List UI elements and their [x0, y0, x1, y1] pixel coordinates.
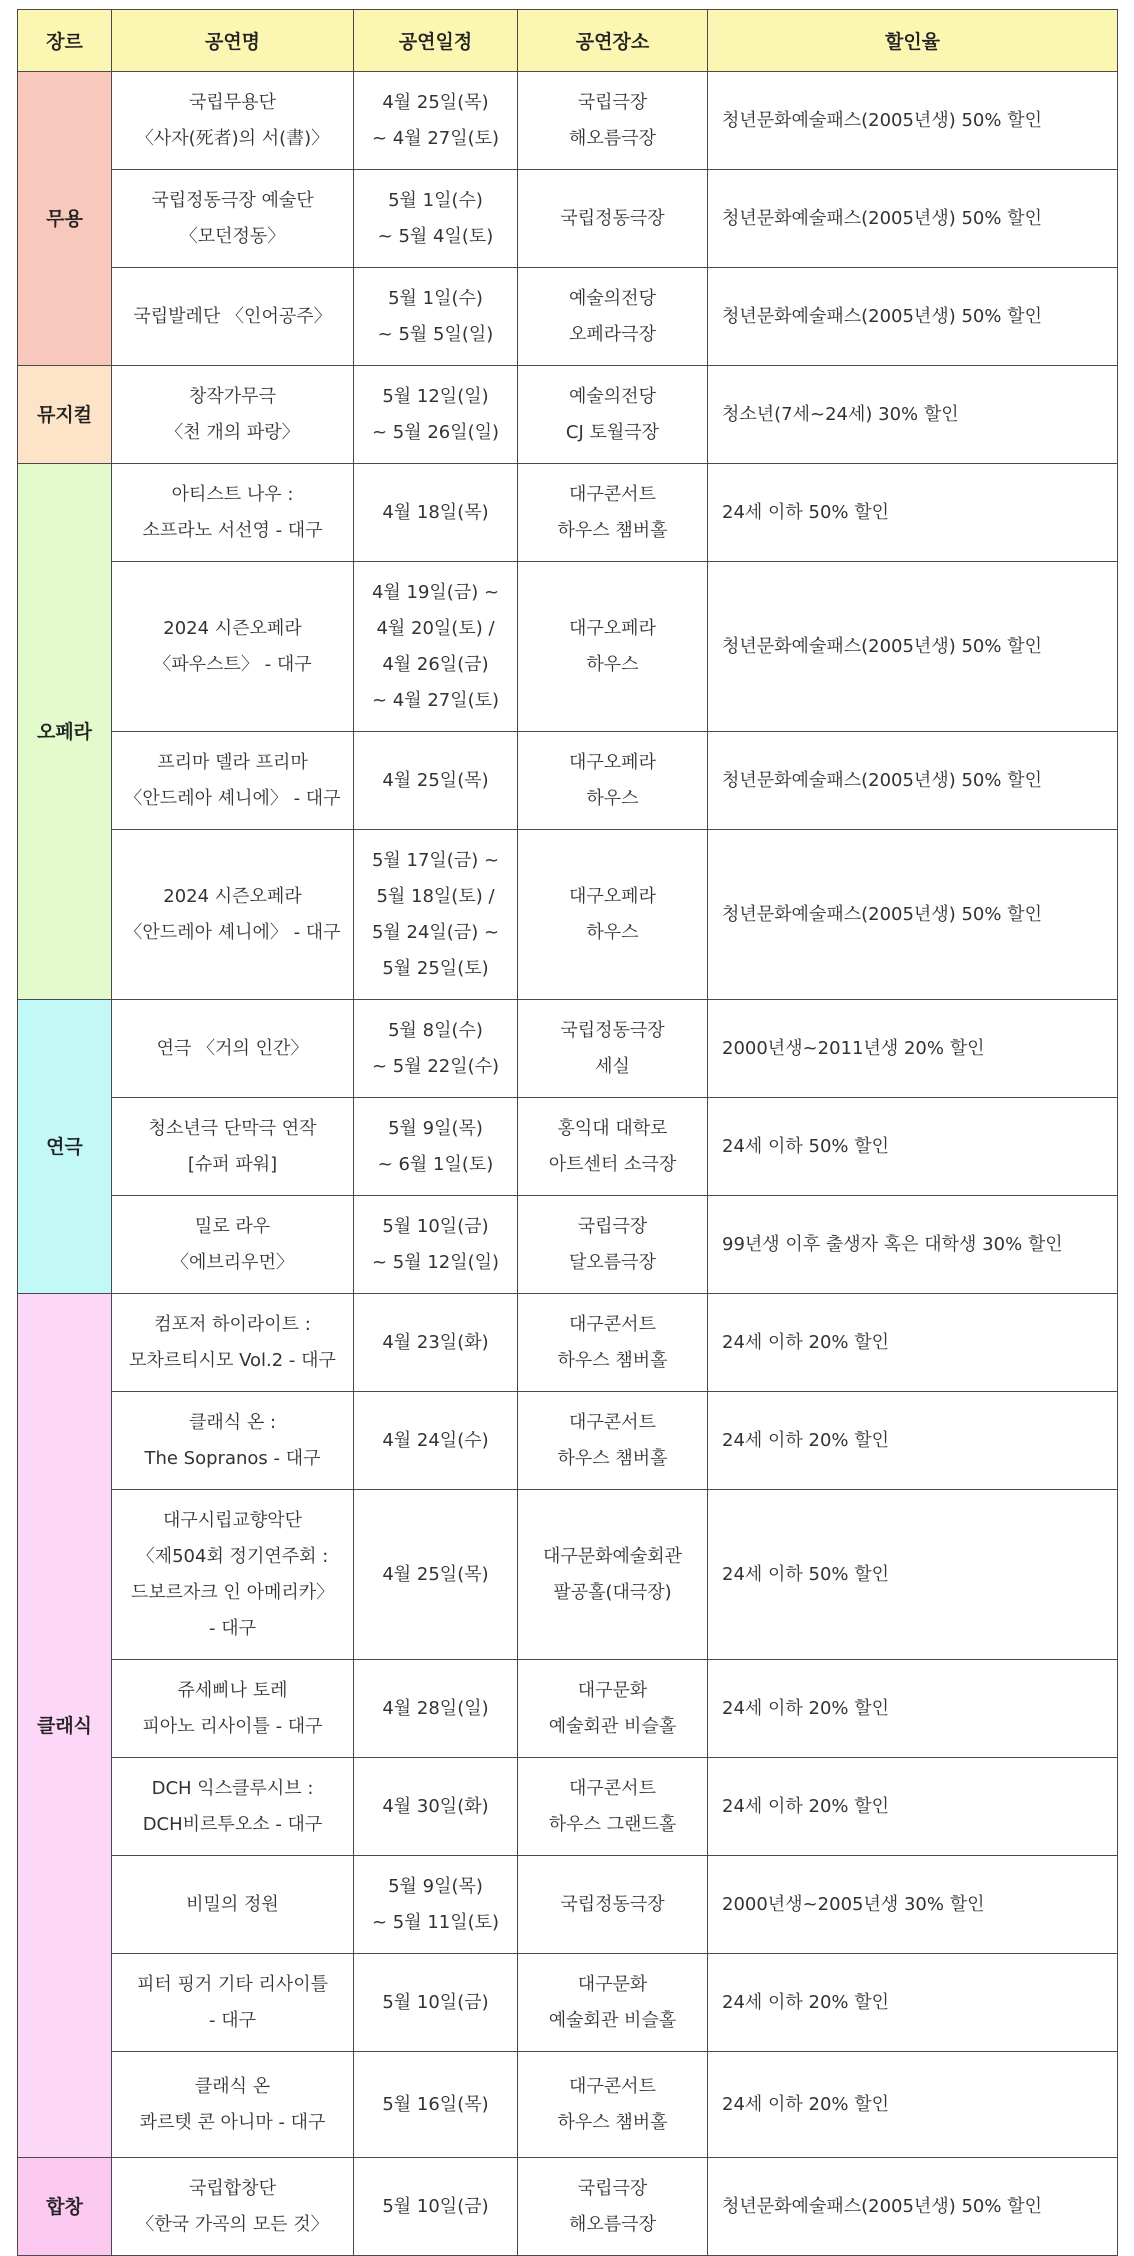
discount-cell: 청년문화예술패스(2005년생) 50% 할인	[708, 830, 1118, 1000]
dates-cell	[354, 1392, 518, 1490]
date-line: 5월 10일(금)	[382, 1215, 489, 1237]
title-cell	[112, 1294, 354, 1392]
title-line: 모차르티시모 Vol.2 - 대구	[129, 1349, 336, 1371]
title-line: 클래식 온	[194, 2075, 271, 2097]
dates-cell	[354, 732, 518, 830]
venue-line: 아트센터 소극장	[548, 1153, 677, 1175]
discount-cell: 청년문화예술패스(2005년생) 50% 할인	[708, 2158, 1118, 2256]
title-line: [슈퍼 파워]	[187, 1153, 278, 1175]
date-line: ~ 4월 27일(토)	[371, 127, 500, 149]
title-cell	[112, 732, 354, 830]
dates-cell	[354, 1000, 518, 1098]
discount-cell: 24세 이하 50% 할인	[708, 1490, 1118, 1660]
title-line: 피터 핑거 기타 리사이틀	[136, 1973, 329, 1995]
table-row	[18, 170, 1118, 268]
venue-cell	[518, 366, 708, 464]
venue-cell	[518, 1856, 708, 1954]
title-line: 드보르자크 인 아메리카〉	[130, 1581, 335, 1603]
date-line: ~ 6월 1일(토)	[377, 1153, 494, 1175]
discount-cell: 24세 이하 20% 할인	[708, 2052, 1118, 2158]
venue-line: 오페라극장	[569, 323, 656, 345]
title-cell	[112, 1954, 354, 2052]
title-line: 〈안드레아 셰니에〉 - 대구	[124, 787, 341, 809]
genre-cell: 클래식	[18, 1294, 112, 2158]
title-line: DCH 익스클루시브 :	[151, 1777, 314, 1799]
genre-cell: 뮤지컬	[18, 366, 112, 464]
table-row	[18, 2158, 1118, 2256]
title-line: 2024 시즌오페라	[163, 617, 302, 639]
title-line: 비밀의 정원	[186, 1893, 279, 1915]
discount-cell: 청년문화예술패스(2005년생) 50% 할인	[708, 72, 1118, 170]
title-line: The Sopranos - 대구	[144, 1447, 321, 1469]
venue-cell	[518, 732, 708, 830]
title-line: 밀로 라우	[194, 1215, 271, 1237]
title-cell	[112, 1856, 354, 1954]
title-line: 〈사자(死者)의 서(書)〉	[135, 127, 330, 149]
venue-cell	[518, 1000, 708, 1098]
title-line: 국립발레단 〈인어공주〉	[133, 305, 332, 327]
title-cell	[112, 268, 354, 366]
title-cell	[112, 1392, 354, 1490]
venue-cell	[518, 830, 708, 1000]
venue-line: 대구오페라	[569, 617, 656, 639]
discount-cell: 2000년생~2005년생 30% 할인	[708, 1856, 1118, 1954]
date-line: 5월 18일(토) /	[376, 885, 495, 907]
venue-line: 하우스	[586, 787, 639, 809]
title-cell	[112, 1000, 354, 1098]
venue-line: 대구콘서트	[569, 1411, 656, 1433]
title-cell	[112, 1660, 354, 1758]
venue-line: 대구문화예술회관	[542, 1545, 683, 1567]
title-line: 2024 시즌오페라	[163, 885, 302, 907]
dates-cell	[354, 1758, 518, 1856]
venue-line: 대구콘서트	[569, 2075, 656, 2097]
date-line: 4월 20일(토) /	[376, 617, 495, 639]
title-line: 창작가무극	[189, 385, 276, 407]
dates-cell	[354, 1294, 518, 1392]
title-line: 〈제504회 정기연주회 :	[136, 1545, 329, 1567]
dates-cell	[354, 2052, 518, 2158]
date-line: 5월 9일(목)	[388, 1117, 483, 1139]
venue-line: 국립극장	[577, 91, 648, 113]
discount-cell: 24세 이하 20% 할인	[708, 1392, 1118, 1490]
table-row	[18, 1954, 1118, 2052]
dates-cell	[354, 1856, 518, 1954]
discount-cell: 24세 이하 20% 할인	[708, 1294, 1118, 1392]
venue-line: 국립정동극장	[560, 207, 665, 229]
venue-line: 하우스 챔버홀	[557, 519, 668, 541]
table-row	[18, 830, 1118, 1000]
title-line: 클래식 온 :	[188, 1411, 277, 1433]
venue-cell	[518, 464, 708, 562]
title-line: 〈파우스트〉 - 대구	[153, 653, 312, 675]
date-line: ~ 5월 5일(일)	[377, 323, 494, 345]
discount-cell: 24세 이하 20% 할인	[708, 1954, 1118, 2052]
dates-cell	[354, 1490, 518, 1660]
title-line: - 대구	[209, 2009, 256, 2031]
date-line: 5월 17일(금) ~	[371, 849, 500, 871]
title-cell	[112, 1196, 354, 1294]
date-line: 4월 25일(목)	[382, 769, 489, 791]
date-line: 4월 30일(화)	[382, 1795, 489, 1817]
date-line: ~ 5월 22일(수)	[371, 1055, 500, 1077]
title-line: 쥬세삐나 토레	[177, 1679, 288, 1701]
dates-cell	[354, 562, 518, 732]
venue-line: 하우스	[586, 921, 639, 943]
table-row	[18, 1660, 1118, 1758]
venue-line: 대구콘서트	[569, 483, 656, 505]
title-cell	[112, 2158, 354, 2256]
venue-line: 하우스 챔버홀	[557, 1349, 668, 1371]
date-line: 5월 25일(토)	[382, 957, 489, 979]
venue-line: 국립극장	[577, 2177, 648, 2199]
title-cell	[112, 1490, 354, 1660]
date-line: 5월 1일(수)	[388, 189, 483, 211]
title-line: 국립정동극장 예술단	[151, 189, 314, 211]
venue-line: 대구콘서트	[569, 1313, 656, 1335]
title-cell	[112, 2052, 354, 2158]
venue-cell	[518, 170, 708, 268]
venue-line: 국립정동극장	[560, 1893, 665, 1915]
table-row	[18, 366, 1118, 464]
date-line: 5월 8일(수)	[388, 1019, 483, 1041]
discount-cell: 99년생 이후 출생자 혹은 대학생 30% 할인	[708, 1196, 1118, 1294]
discount-cell: 청소년(7세~24세) 30% 할인	[708, 366, 1118, 464]
venue-line: 예술회관 비슬홀	[548, 1715, 677, 1737]
date-line: 5월 1일(수)	[388, 287, 483, 309]
discount-cell: 청년문화예술패스(2005년생) 50% 할인	[708, 170, 1118, 268]
title-line: 피아노 리사이틀 - 대구	[142, 1715, 323, 1737]
dates-cell	[354, 366, 518, 464]
title-line: - 대구	[209, 1617, 256, 1639]
dates-cell	[354, 1196, 518, 1294]
table-row	[18, 1392, 1118, 1490]
title-cell	[112, 1758, 354, 1856]
table-row	[18, 72, 1118, 170]
date-line: 4월 25일(목)	[382, 91, 489, 113]
date-line: 5월 10일(금)	[382, 1991, 489, 2013]
dates-cell	[354, 72, 518, 170]
date-line: 4월 18일(목)	[382, 501, 489, 523]
venue-line: 대구문화	[577, 1679, 648, 1701]
title-line: 아티스트 나우 :	[171, 483, 294, 505]
date-line: 4월 19일(금) ~	[371, 581, 500, 603]
table-row	[18, 1196, 1118, 1294]
venue-line: 예술의전당	[569, 385, 656, 407]
venue-line: 대구오페라	[569, 885, 656, 907]
table-row	[18, 732, 1118, 830]
venue-cell	[518, 1392, 708, 1490]
header-row	[18, 10, 1118, 72]
title-cell	[112, 366, 354, 464]
table-row	[18, 1490, 1118, 1660]
venue-line: 해오름극장	[569, 127, 656, 149]
venue-line: 국립극장	[577, 1215, 648, 1237]
date-line: ~ 5월 4일(토)	[377, 225, 494, 247]
venue-line: 세실	[595, 1055, 630, 1077]
title-line: 국립합창단	[189, 2177, 276, 2199]
dates-cell	[354, 1660, 518, 1758]
title-line: 컴포저 하이라이트 :	[154, 1313, 311, 1335]
dates-cell	[354, 1954, 518, 2052]
header-dates: 공연일정	[354, 10, 518, 72]
venue-cell	[518, 1196, 708, 1294]
discount-table	[17, 9, 1118, 2256]
venue-cell	[518, 268, 708, 366]
date-line: ~ 5월 11일(토)	[371, 1911, 500, 1933]
date-line: 5월 24일(금) ~	[371, 921, 500, 943]
venue-line: 예술의전당	[569, 287, 656, 309]
genre-cell: 합창	[18, 2158, 112, 2256]
dates-cell	[354, 2158, 518, 2256]
table-row	[18, 1294, 1118, 1392]
venue-line: 팔공홀(대극장)	[553, 1581, 672, 1603]
title-line: 소프라노 서선영 - 대구	[142, 519, 323, 541]
venue-cell	[518, 1294, 708, 1392]
venue-line: 예술회관 비슬홀	[548, 2009, 677, 2031]
discount-cell: 청년문화예술패스(2005년생) 50% 할인	[708, 562, 1118, 732]
table-row	[18, 562, 1118, 732]
header-genre: 장르	[18, 10, 112, 72]
venue-cell	[518, 1954, 708, 2052]
date-line: ~ 4월 27일(토)	[371, 689, 500, 711]
venue-cell	[518, 2158, 708, 2256]
discount-cell: 24세 이하 50% 할인	[708, 464, 1118, 562]
venue-line: 대구문화	[577, 1973, 648, 1995]
title-cell	[112, 72, 354, 170]
venue-line: 국립정동극장	[560, 1019, 665, 1041]
discount-cell: 청년문화예술패스(2005년생) 50% 할인	[708, 732, 1118, 830]
venue-line: 하우스 챔버홀	[557, 1447, 668, 1469]
venue-cell	[518, 2052, 708, 2158]
title-cell	[112, 464, 354, 562]
title-line: 청소년극 단막극 연작	[148, 1117, 317, 1139]
table-row	[18, 1098, 1118, 1196]
dates-cell	[354, 1098, 518, 1196]
title-line: 프리마 델라 프리마	[157, 751, 308, 773]
title-cell	[112, 562, 354, 732]
venue-line: 대구오페라	[569, 751, 656, 773]
title-line: 〈모던정동〉	[179, 225, 286, 247]
venue-cell	[518, 1758, 708, 1856]
date-line: 5월 9일(목)	[388, 1875, 483, 1897]
date-line: ~ 5월 12일(일)	[371, 1251, 500, 1273]
venue-cell	[518, 1490, 708, 1660]
table-row	[18, 1758, 1118, 1856]
title-line: 〈한국 가곡의 모든 것〉	[136, 2213, 329, 2235]
table-row	[18, 268, 1118, 366]
table-row	[18, 2052, 1118, 2158]
table-row	[18, 464, 1118, 562]
title-line: 〈안드레아 셰니에〉 - 대구	[124, 921, 341, 943]
dates-cell	[354, 830, 518, 1000]
date-line: 5월 10일(금)	[382, 2195, 489, 2217]
date-line: 4월 23일(화)	[382, 1331, 489, 1353]
title-line: 국립무용단	[189, 91, 276, 113]
venue-line: 하우스 챔버홀	[557, 2111, 668, 2133]
genre-cell: 무용	[18, 72, 112, 366]
title-line: 대구시립교향악단	[162, 1509, 303, 1531]
genre-cell: 오페라	[18, 464, 112, 1000]
venue-line: 대구콘서트	[569, 1777, 656, 1799]
date-line: 4월 25일(목)	[382, 1563, 489, 1585]
date-line: ~ 5월 26일(일)	[371, 421, 500, 443]
dates-cell	[354, 268, 518, 366]
discount-cell: 24세 이하 50% 할인	[708, 1098, 1118, 1196]
discount-cell: 24세 이하 20% 할인	[708, 1660, 1118, 1758]
venue-line: 홍익대 대학로	[557, 1117, 668, 1139]
venue-line: 하우스	[586, 653, 639, 675]
title-line: 연극 〈거의 인간〉	[156, 1037, 309, 1059]
title-cell	[112, 830, 354, 1000]
dates-cell	[354, 170, 518, 268]
date-line: 5월 16일(목)	[382, 2093, 489, 2115]
venue-line: 하우스 그랜드홀	[548, 1813, 677, 1835]
title-cell	[112, 170, 354, 268]
venue-cell	[518, 562, 708, 732]
header-title: 공연명	[112, 10, 354, 72]
title-line: 콰르텟 콘 아니마 - 대구	[139, 2111, 326, 2133]
venue-line: 해오름극장	[569, 2213, 656, 2235]
date-line: 5월 12일(일)	[382, 385, 489, 407]
venue-line: 달오름극장	[569, 1251, 656, 1273]
discount-cell: 2000년생~2011년생 20% 할인	[708, 1000, 1118, 1098]
discount-cell: 청년문화예술패스(2005년생) 50% 할인	[708, 268, 1118, 366]
discount-cell: 24세 이하 20% 할인	[708, 1758, 1118, 1856]
title-line: 〈천 개의 파랑〉	[165, 421, 300, 443]
venue-line: CJ 토월극장	[565, 421, 660, 443]
table-row	[18, 1856, 1118, 1954]
title-line: DCH비르투오소 - 대구	[142, 1813, 323, 1835]
venue-cell	[518, 1098, 708, 1196]
table-row	[18, 1000, 1118, 1098]
venue-cell	[518, 72, 708, 170]
genre-cell: 연극	[18, 1000, 112, 1294]
dates-cell	[354, 464, 518, 562]
title-line: 〈에브리우먼〉	[171, 1251, 294, 1273]
title-cell	[112, 1098, 354, 1196]
date-line: 4월 26일(금)	[382, 653, 489, 675]
venue-cell	[518, 1660, 708, 1758]
header-discount: 할인율	[708, 10, 1118, 72]
header-venue: 공연장소	[518, 10, 708, 72]
date-line: 4월 28일(일)	[382, 1697, 489, 1719]
date-line: 4월 24일(수)	[382, 1429, 489, 1451]
